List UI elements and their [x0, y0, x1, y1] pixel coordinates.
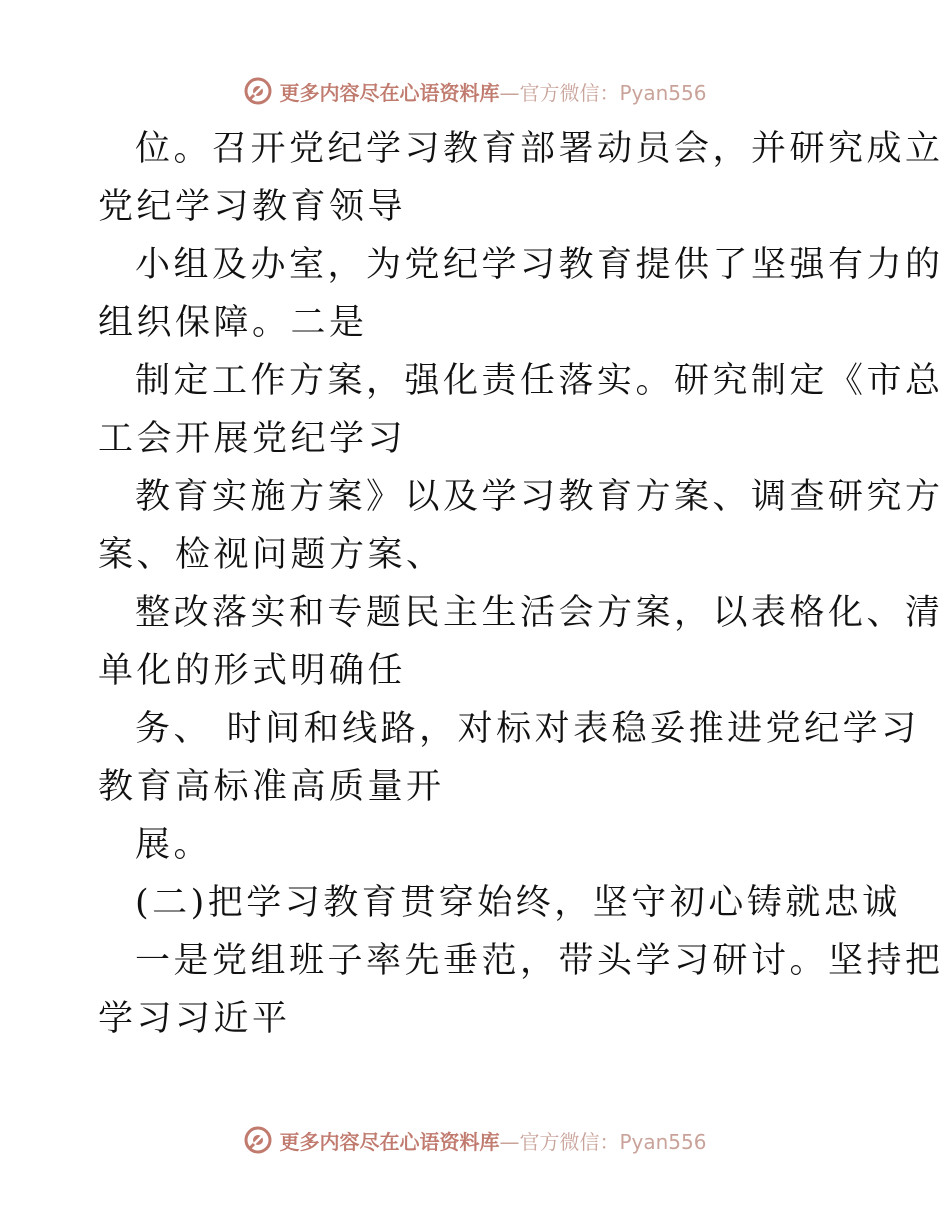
footer-contact-text: —官方微信：Pyan556	[499, 1129, 707, 1154]
body-line: 位。召开党纪学习教育部署动员会，并研究成立	[135, 129, 944, 169]
body-line: 教育高标准高质量开	[98, 767, 445, 807]
body-line: 组织保障。二是	[98, 303, 368, 343]
body-line: 一是党组班子率先垂范，带头学习研讨。坚持把	[135, 941, 944, 981]
document-body	[98, 120, 944, 1048]
footer-brand-text: 更多内容尽在心语资料库	[279, 1129, 500, 1154]
body-line: 单化的形式明确任	[98, 651, 407, 691]
footer-watermark	[0, 1120, 950, 1160]
header-watermark	[0, 71, 950, 111]
body-line: 教育实施方案》以及学习教育方案、调查研究方	[135, 477, 944, 517]
header-contact-text: —官方微信：Pyan556	[499, 80, 707, 105]
body-line: 制定工作方案，强化责任落实。研究制定《市总	[135, 361, 944, 401]
body-line: 务、 时间和线路，对标对表稳妥推进党纪学习	[135, 709, 920, 749]
brand-logo-icon	[243, 76, 273, 106]
body-line: 学习习近平	[98, 999, 291, 1039]
body-line: 小组及办室，为党纪学习教育提供了坚强有力的	[135, 245, 944, 285]
body-line: 展。	[135, 825, 213, 865]
section-heading: (二)把学习教育贯穿始终，坚守初心铸就忠诚	[135, 883, 901, 923]
body-line: 党纪学习教育领导	[98, 187, 407, 227]
body-line: 整改落实和专题民主生活会方案，以表格化、清	[135, 593, 944, 633]
header-brand-text: 更多内容尽在心语资料库	[279, 80, 500, 105]
body-line: 工会开展党纪学习	[98, 419, 407, 459]
brand-logo-icon	[243, 1125, 273, 1155]
body-line: 案、检视问题方案、	[98, 535, 445, 575]
